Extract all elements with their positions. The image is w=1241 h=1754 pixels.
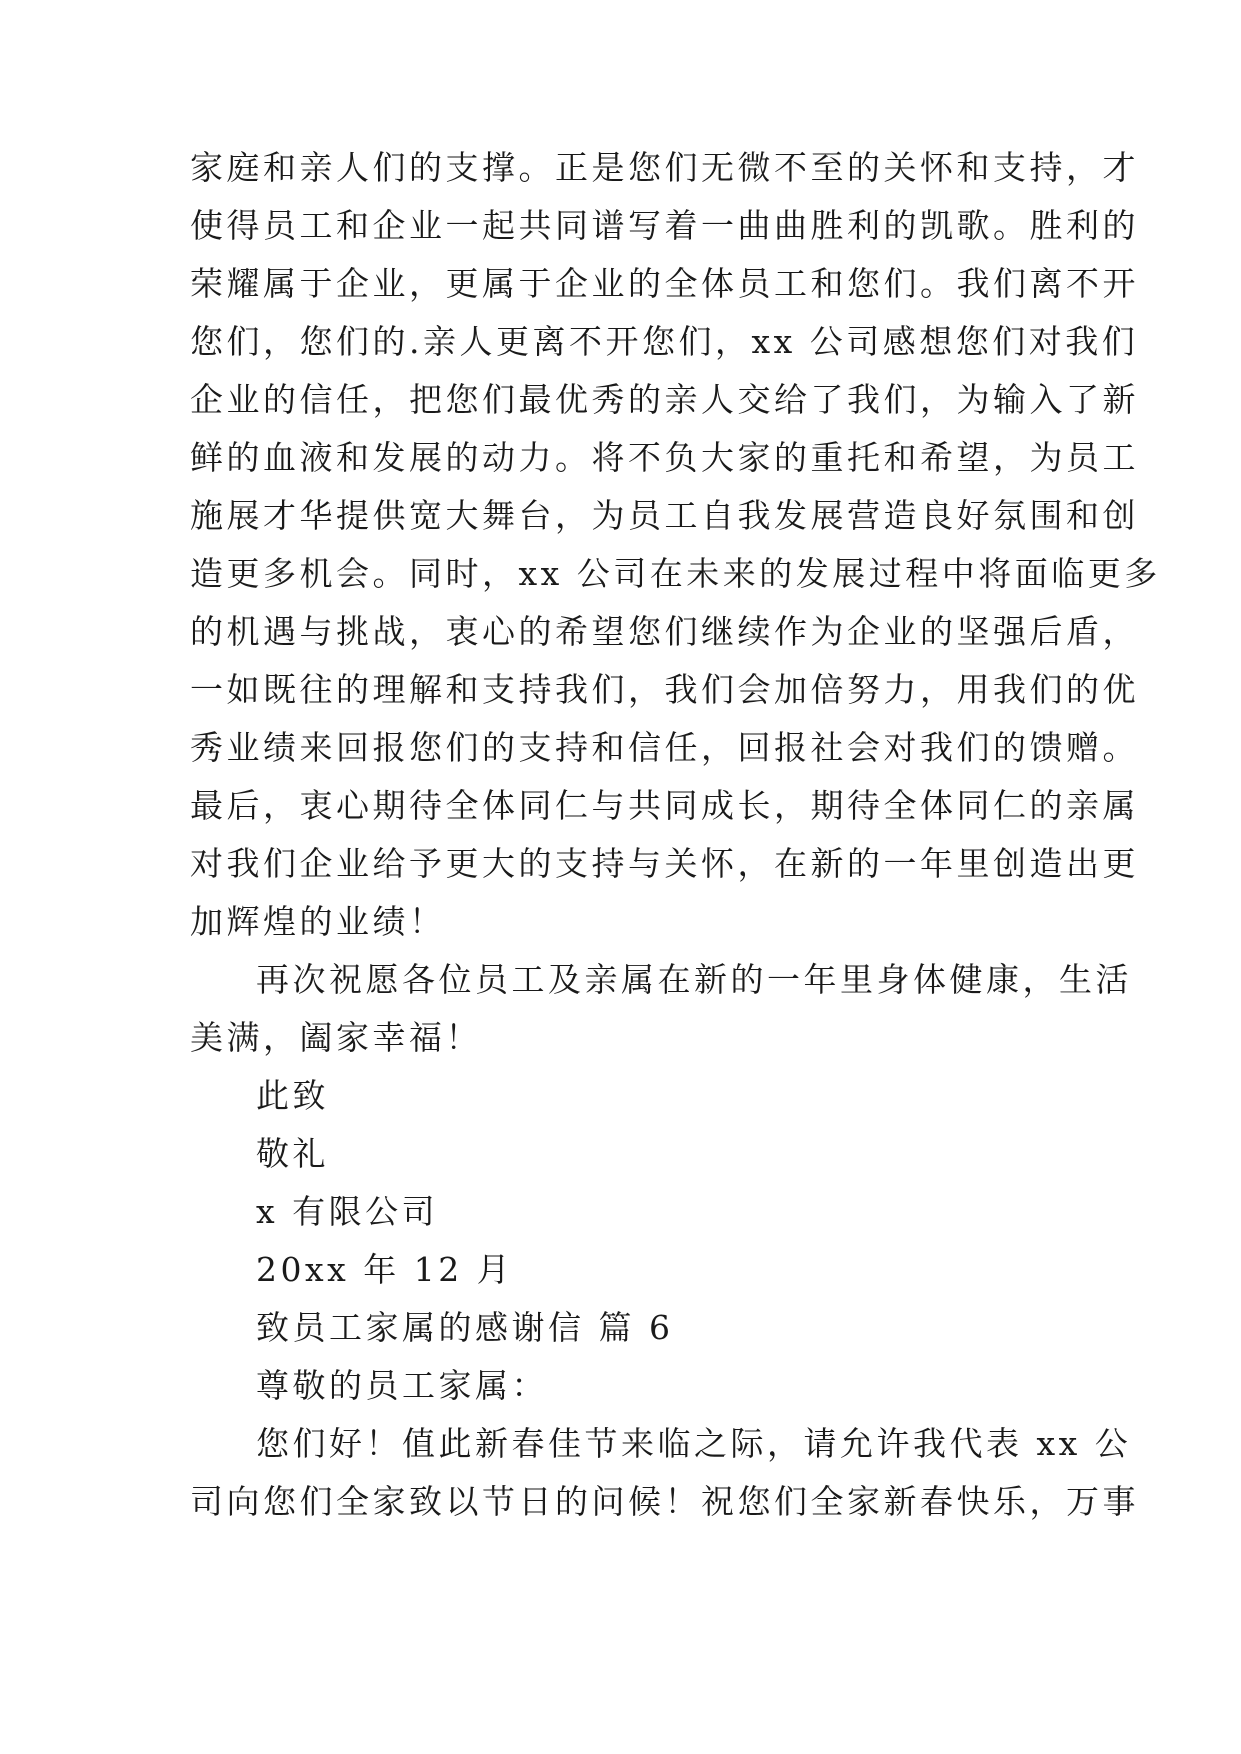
body-text-line: 企业的信任，把您们最优秀的亲人交给了我们，为输入了新 bbox=[190, 380, 1139, 419]
body-text-line: 对我们企业给予更大的支持与关怀，在新的一年里创造出更 bbox=[190, 844, 1139, 883]
body-text-line: 秀业绩来回报您们的支持和信任，回报社会对我们的馈赠。 bbox=[190, 728, 1139, 767]
body-text-line: 的机遇与挑战，衷心的希望您们继续作为企业的坚强后盾， bbox=[190, 612, 1139, 651]
body-text-line: 司向您们全家致以节日的问候！祝您们全家新春快乐，万事 bbox=[190, 1482, 1139, 1521]
paragraph-first-line: 再次祝愿各位员工及亲属在新的一年里身体健康，生活 bbox=[256, 960, 1132, 999]
section-heading: 致员工家属的感谢信 篇 6 bbox=[256, 1308, 674, 1347]
body-text-line: 家庭和亲人们的支撑。正是您们无微不至的关怀和支持，才 bbox=[190, 148, 1139, 187]
paragraph-first-line: 您们好！值此新春佳节来临之际，请允许我代表 xx 公 bbox=[256, 1424, 1132, 1463]
body-text-line: 造更多机会。同时，xx 公司在未来的发展过程中将面临更多 bbox=[190, 554, 1161, 593]
closing-salutation: 此致 bbox=[256, 1076, 329, 1115]
signature-date: 20xx 年 12 月 bbox=[256, 1250, 514, 1289]
letter-greeting: 尊敬的员工家属： bbox=[256, 1366, 548, 1405]
body-text-line: 美满，阖家幸福！ bbox=[190, 1018, 482, 1057]
body-text-line: 鲜的血液和发展的动力。将不负大家的重托和希望，为员工 bbox=[190, 438, 1139, 477]
body-text-line: 最后，衷心期待全体同仁与共同成长，期待全体同仁的亲属 bbox=[190, 786, 1139, 825]
body-text-line: 您们，您们的.亲人更离不开您们，xx 公司感想您们对我们 bbox=[190, 322, 1139, 361]
closing-regards: 敬礼 bbox=[256, 1134, 329, 1173]
body-text-line: 施展才华提供宽大舞台，为员工自我发展营造良好氛围和创 bbox=[190, 496, 1139, 535]
body-text-line: 使得员工和企业一起共同谱写着一曲曲胜利的凯歌。胜利的 bbox=[190, 206, 1139, 245]
body-text-line: 加辉煌的业绩！ bbox=[190, 902, 446, 941]
signature-company: x 有限公司 bbox=[256, 1192, 439, 1231]
body-text-line: 一如既往的理解和支持我们，我们会加倍努力，用我们的优 bbox=[190, 670, 1139, 709]
body-text-line: 荣耀属于企业，更属于企业的全体员工和您们。我们离不开 bbox=[190, 264, 1139, 303]
